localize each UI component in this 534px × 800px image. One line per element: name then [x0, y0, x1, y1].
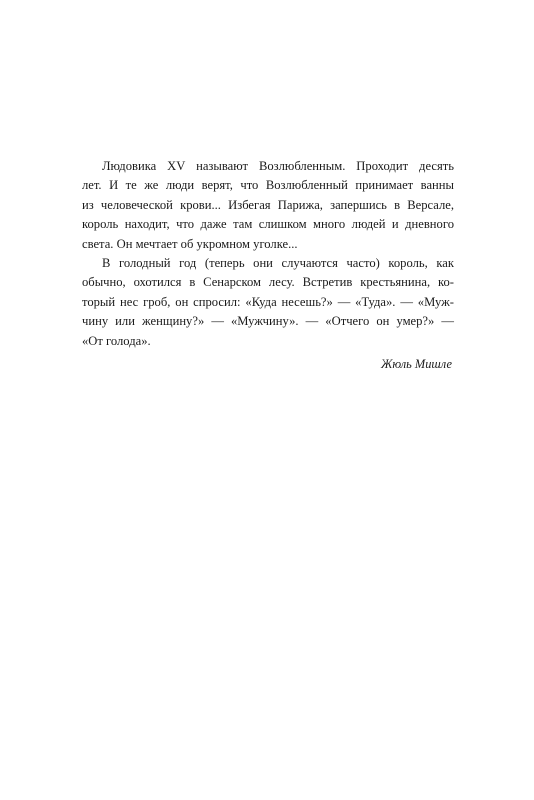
text-line: «От голода». [82, 333, 151, 348]
text-line: лет. И те же люди верят, что Возлюбленный принимает ванны [82, 178, 454, 193]
epigraph [82, 157, 454, 374]
text-line: В голодный год (теперь они случаются часто) король, как [102, 256, 454, 271]
text-line: обычно, охотился в Сенарском лесу. Встретив крестьянина, ко- [82, 275, 454, 290]
epigraph-attribution: Жюль Мишле [381, 357, 452, 372]
text-line: король находит, что даже там слишком много людей и дневного [82, 217, 454, 232]
text-line: торый нес гроб, он спросил: «Куда несешь?» — «Туда». — «Муж- [82, 294, 454, 309]
paragraph-1 [82, 157, 454, 254]
text-line: Людовика XV называют Возлюбленным. Проходит десять [102, 159, 454, 173]
text-line: света. Он мечтает об укромном уголке... [82, 236, 298, 251]
paragraph-2 [82, 254, 454, 351]
text-line: из человеческой крови... Избегая Парижа, запершись в Версале, [82, 197, 454, 212]
text-line: чину или женщину?» — «Мужчину». — «Отчего он умер?» — [82, 314, 454, 329]
